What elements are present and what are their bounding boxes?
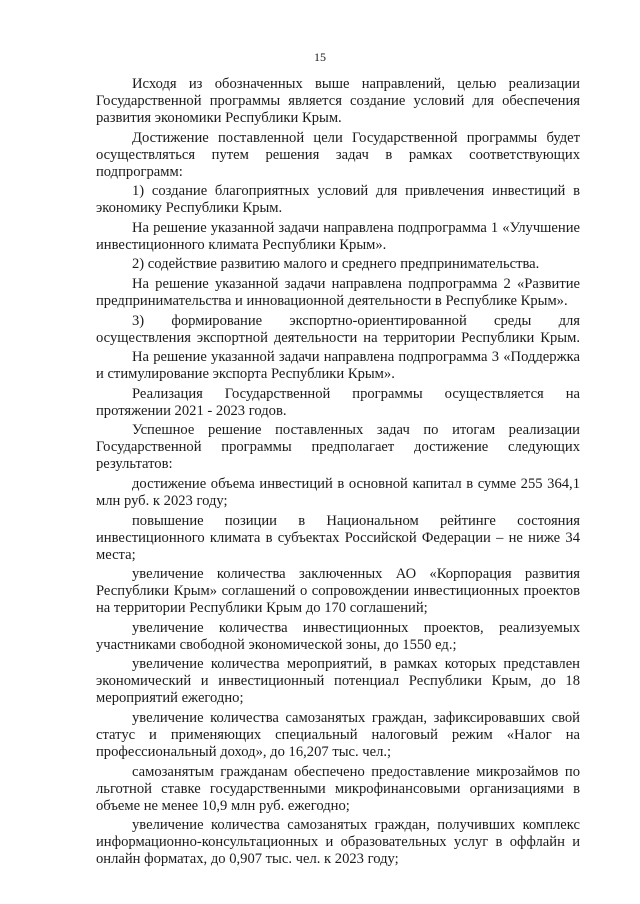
- paragraph-task-3: 3) формирование экспортно-ориентированной среды для осуществления экспортной деятельности на территории Республики Крым.: [96, 312, 580, 346]
- paragraph-achievement: Достижение поставленной цели Государственной программы будет осуществляться путем решения задач в рамках соответствующих подпрограмм:: [96, 129, 580, 180]
- paragraph-task-2: 2) содействие развитию малого и среднего предпринимательства.: [132, 256, 540, 273]
- paragraph-task-1: 1) создание благоприятных условий для привлечения инвестиций в экономику Республики Крым.: [96, 183, 580, 217]
- paragraph-result-consulting: увеличение количества самозанятых граждан, получивших комплекс информационно-консультационных и образовательных услуг в оффлайн и онлайн форматах, до 0,907 тыс. чел. к 2023 году;: [96, 817, 580, 868]
- paragraph-result-events: увеличение количества мероприятий, в рамках которых представлен экономический и инвестиционный потенциал Республики Крым, до 18 мероприятий ежегодно;: [96, 656, 580, 707]
- paragraph-implementation-period: Реализация Государственной программы осуществляется на протяжении 2021 - 2023 годов.: [96, 385, 580, 419]
- paragraph-subprogram-3: На решение указанной задачи направлена подпрограмма 3 «Поддержка и стимулирование экспорта Республики Крым».: [96, 349, 580, 383]
- paragraph-results-intro: Успешное решение поставленных задач по итогам реализации Государственной программы предполагает достижение следующих результатов:: [96, 422, 580, 473]
- paragraph-result-self-employed: увеличение количества самозанятых граждан, зафиксировавших свой статус и применяющих специальный налоговый режим «Налог на профессиональный доход», до 16,207 тыс. чел.;: [96, 709, 580, 760]
- body-text: [96, 76, 580, 871]
- paragraph-goal: Исходя из обозначенных выше направлений, целью реализации Государственной программы является создание условий для обеспечения развития экономики Республики Крым.: [96, 76, 580, 126]
- paragraph-result-investment: достижение объема инвестиций в основной капитал в сумме 255 364,1 млн руб. к 2023 году;: [96, 475, 580, 509]
- paragraph-result-agreements: увеличение количества заключенных АО «Корпорация развития Республики Крым» соглашений о сопровождении инвестиционных проектов на территории Республики Крым до 170 соглашений;: [96, 566, 580, 617]
- paragraph-result-rating: повышение позиции в Национальном рейтинге состояния инвестиционного климата в субъектах Российской Федерации – не ниже 34 места;: [96, 512, 580, 563]
- paragraph-result-sez-projects: увеличение количества инвестиционных проектов, реализуемых участниками свободной экономической зоны, до 1550 ед.;: [96, 619, 580, 653]
- paragraph-subprogram-1: На решение указанной задачи направлена подпрограмма 1 «Улучшение инвестиционного климата Республики Крым».: [96, 219, 580, 253]
- paragraph-result-microloans: самозанятым гражданам обеспечено предоставление микрозаймов по льготной ставке государственными микрофинансовыми организациями в объеме не менее 10,9 млн руб. ежегодно;: [96, 763, 580, 814]
- paragraph-subprogram-2: На решение указанной задачи направлена подпрограмма 2 «Развитие предпринимательства и инновационной деятельности в Республике Крым».: [96, 275, 580, 309]
- page-number: 15: [314, 50, 326, 64]
